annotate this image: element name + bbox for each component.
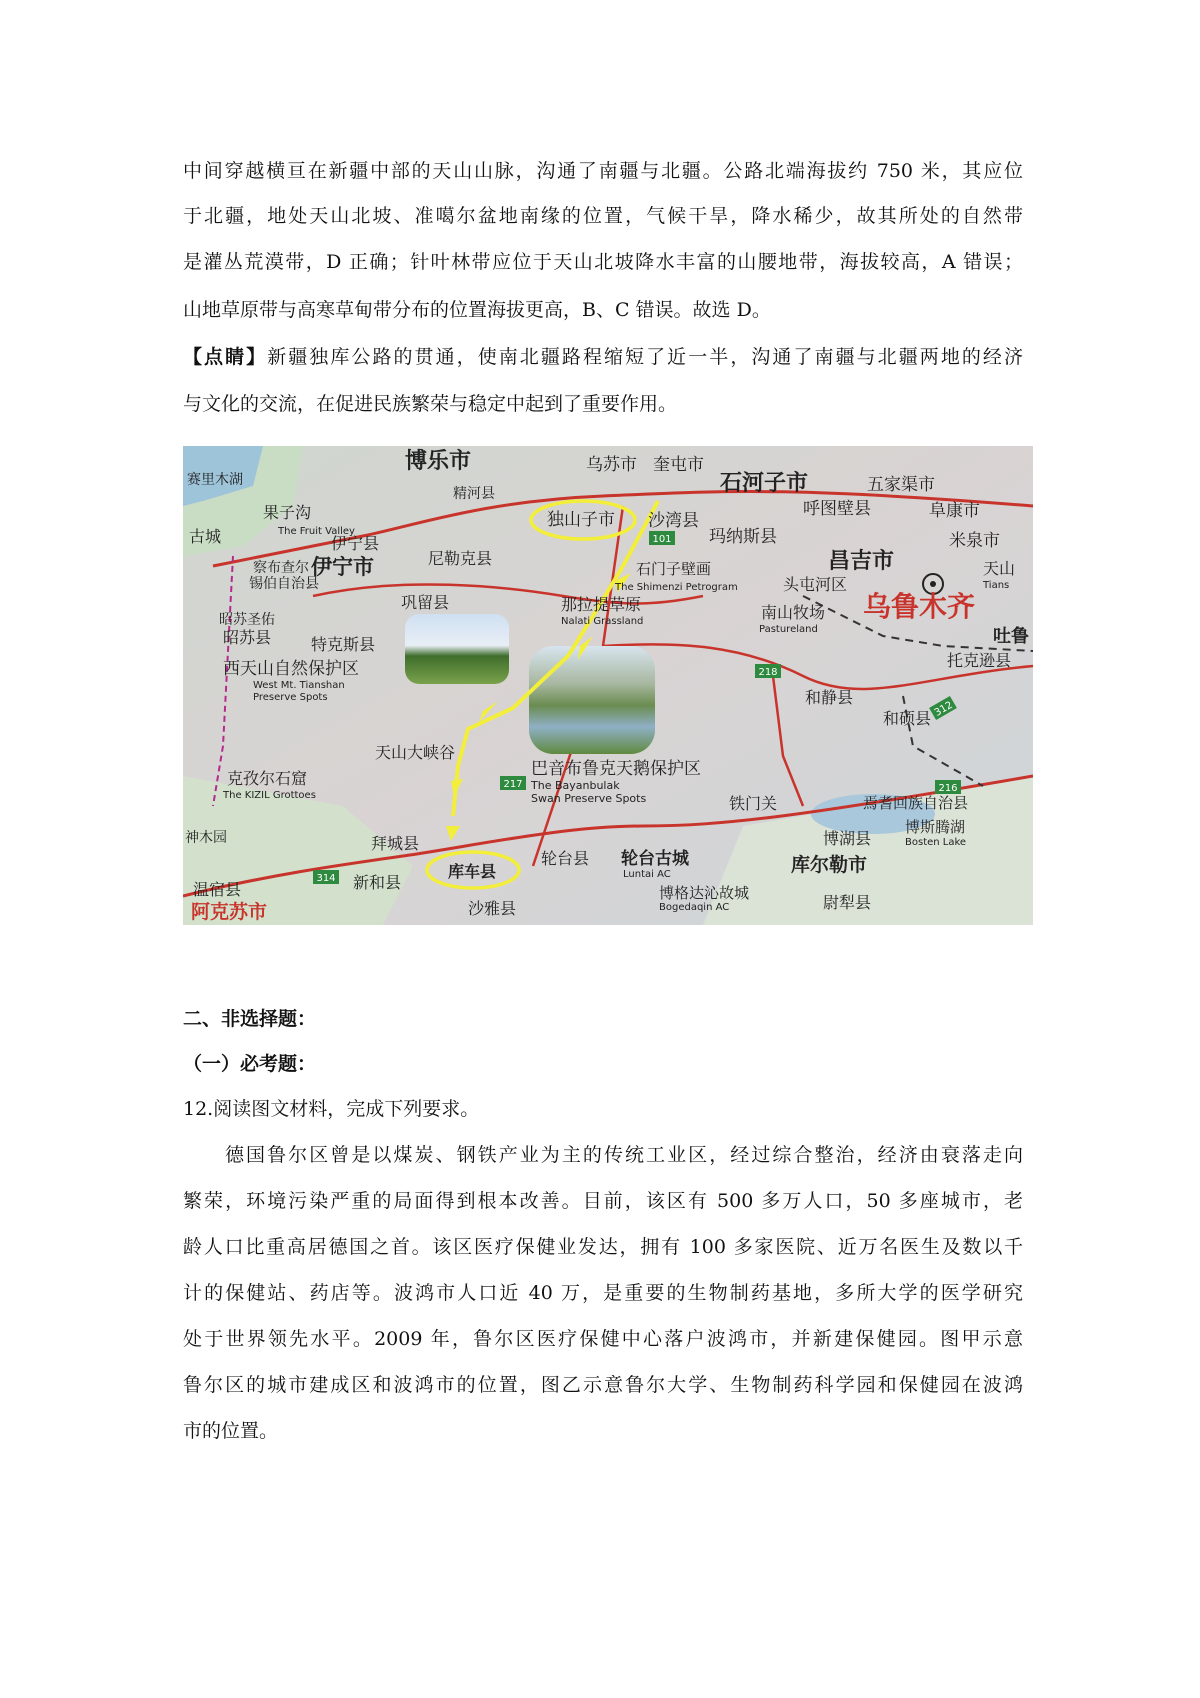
label-bogedaqin-en: Bogedaqin AC <box>659 902 730 913</box>
label-zhaosu-shengyou: 昭苏圣佑 <box>219 612 275 628</box>
label-shimenzi-en: The Shimenzi Petrogram <box>615 582 738 593</box>
label-dushanzi: 独山子市 <box>547 510 615 530</box>
label-yining-county: 伊宁县 <box>331 534 380 553</box>
label-bosten-en: Bosten Lake <box>905 837 967 848</box>
tip-label: 【点睛】 <box>183 346 268 368</box>
label-aksu: 阿克苏市 <box>191 901 268 923</box>
label-guozigou: 果子沟 <box>263 503 312 522</box>
label-kizil-en: The KIZIL Grottoes <box>223 790 316 801</box>
label-tiemenguan: 铁门关 <box>729 794 778 813</box>
material-line-7: 市的位置。 <box>183 1420 279 1442</box>
label-xitianshan-en2: Preserve Spots <box>253 692 328 703</box>
label-yanqi: 焉耆回族自治县 <box>863 794 969 812</box>
label-nalati: 那拉提草原 <box>561 595 642 614</box>
label-changji: 昌吉市 <box>828 549 895 574</box>
label-zhaosu: 昭苏县 <box>223 628 272 647</box>
question-12-title: 12.阅读图文材料，完成下列要求。 <box>183 1098 480 1120</box>
road-number-101: 101 <box>652 534 672 545</box>
label-nanshan: 南山牧场 <box>761 603 826 622</box>
road-number-217: 217 <box>503 779 523 790</box>
label-tuokexun: 托克逊县 <box>947 651 1012 670</box>
label-luntai-en: Luntai AC <box>623 869 671 880</box>
label-hutubi: 呼图壁县 <box>803 499 871 519</box>
label-bayinbuluke: 巴音布鲁克天鹅保护区 <box>531 759 701 779</box>
label-sailimu: 赛里木湖 <box>187 472 243 488</box>
road-number-314: 314 <box>316 873 336 884</box>
answer-text-line-3: 是灌丛荒漠带，D 正确；针叶林带应位于天山北坡降水丰富的山腰地带，海拔较高，A 错误； <box>183 251 1023 273</box>
section-subtitle: （一）必考题： <box>183 1053 317 1075</box>
label-hejing: 和静县 <box>805 688 854 707</box>
label-shenmuyuan: 神木园 <box>185 830 227 846</box>
grassland-photo <box>405 614 509 684</box>
label-bayinbuluke-en2: Swan Preserve Spots <box>531 792 647 805</box>
label-gongliu: 巩留县 <box>401 593 450 612</box>
tip-text-1: 新疆独库公路的贯通，使南北疆路程缩短了近一半，沟通了南疆与北疆两地的经济 <box>267 346 1023 368</box>
tip-line-2: 与文化的交流，在促进民族繁荣与稳定中起到了重要作用。 <box>183 393 678 415</box>
label-turpan: 吐鲁 <box>993 626 1029 647</box>
label-luntai-gucheng: 轮台古城 <box>621 849 689 869</box>
answer-text-line-2: 于北疆，地处天山北坡、准噶尔盆地南缘的位置，气候干旱，降水稀少，故其所处的自然带 <box>183 205 1023 227</box>
material-line-2: 繁荣，环境污染严重的局面得到根本改善。目前，该区有 500 多万人口，50 多座城市，老 <box>183 1190 1023 1212</box>
label-heshuo: 和硕县 <box>883 709 932 728</box>
label-tekes: 特克斯县 <box>311 635 376 654</box>
label-nanshan-en: Pastureland <box>759 624 818 635</box>
label-bayinbuluke-en1: The Bayanbulak <box>531 779 620 792</box>
label-fukang: 阜康市 <box>929 501 980 521</box>
label-tianshan-en: Tians <box>983 580 1010 591</box>
label-xitianshan-en1: West Mt. Tianshan <box>253 680 345 691</box>
dukuhighway-map <box>183 446 1033 925</box>
material-line-4: 计的保健站、药店等。波鸿市人口近 40 万，是重要的生物制药基地，多所大学的医学研究 <box>183 1282 1023 1304</box>
label-tianshan-canyon: 天山大峡谷 <box>375 743 456 762</box>
label-guozigou-en: The Fruit Valley <box>278 526 355 537</box>
label-wusu: 乌苏市 <box>586 455 637 475</box>
label-xitianshan: 西天山自然保护区 <box>223 659 359 679</box>
label-urumqi: 乌鲁木齐 <box>863 590 976 623</box>
material-line-3: 龄人口比重高居德国之首。该区医疗保健业发达，拥有 100 多家医院、近万名医生及数以千 <box>183 1236 1023 1258</box>
label-yuli: 尉犁县 <box>823 893 872 912</box>
label-shihezi: 石河子市 <box>720 471 809 496</box>
label-xinhe: 新和县 <box>353 873 402 892</box>
label-gucheng: 古城 <box>189 527 222 546</box>
answer-text-line-4: 山地草原带与高寒草甸带分布的位置海拔更高，B、C 错误。故选 D。 <box>183 299 771 321</box>
label-kuqa: 库车县 <box>448 862 497 881</box>
label-miquan: 米泉市 <box>949 531 1000 551</box>
label-baicheng: 拜城县 <box>371 834 420 853</box>
label-bole: 博乐市 <box>405 449 472 474</box>
label-shaya: 沙雅县 <box>468 899 517 918</box>
label-wensu: 温宿县 <box>193 880 242 899</box>
label-shawan: 沙湾县 <box>648 511 699 531</box>
bayanbulak-photo <box>529 646 655 754</box>
label-shimenzi: 石门子壁画 <box>636 560 712 578</box>
label-yining-city: 伊宁市 <box>311 555 374 579</box>
label-qapqal: 察布查尔 <box>253 560 309 576</box>
label-bogedaqin: 博格达沁故城 <box>659 884 750 902</box>
answer-text-line-1: 中间穿越横亘在新疆中部的天山山脉，沟通了南疆与北疆。公路北端海拔约 750 米，其应位 <box>183 160 1023 182</box>
material-line-6: 鲁尔区的城市建成区和波鸿市的位置，图乙示意鲁尔大学、生物制药科学园和保健园在波鸿 <box>183 1374 1023 1396</box>
section-title: 二、非选择题： <box>183 1008 317 1030</box>
road-number-218: 218 <box>758 667 778 678</box>
label-qapqal-2: 锡伯自治县 <box>249 576 319 592</box>
label-toutunhe: 头屯河区 <box>783 575 848 594</box>
label-bohu: 博湖县 <box>823 829 872 848</box>
tip-line-1 <box>183 345 1023 369</box>
label-kizil: 克孜尔石窟 <box>227 769 308 788</box>
road-number-312: 312 <box>932 699 955 719</box>
label-jinghe: 精河县 <box>453 486 495 502</box>
label-manas: 玛纳斯县 <box>709 527 777 547</box>
label-nalati-en: Nalati Grassland <box>561 616 644 627</box>
material-line-5: 处于世界领先水平。2009 年，鲁尔区医疗保健中心落户波鸿市，并新建保健园。图甲示意 <box>183 1328 1023 1350</box>
label-luntai: 轮台县 <box>541 849 590 868</box>
road-number-216: 216 <box>938 783 958 794</box>
label-bosten: 博斯腾湖 <box>905 818 966 836</box>
label-tianshan: 天山 <box>983 559 1016 578</box>
material-line-1: 德国鲁尔区曾是以煤炭、钢铁产业为主的传统工业区，经过综合整治，经济由衰落走向 <box>225 1144 1023 1166</box>
urumqi-marker-dot <box>930 581 936 587</box>
label-wujiaqu: 五家渠市 <box>867 475 935 495</box>
label-korla: 库尔勒市 <box>791 854 868 876</box>
label-nileke: 尼勒克县 <box>428 549 493 568</box>
label-kuitun: 奎屯市 <box>653 455 704 475</box>
